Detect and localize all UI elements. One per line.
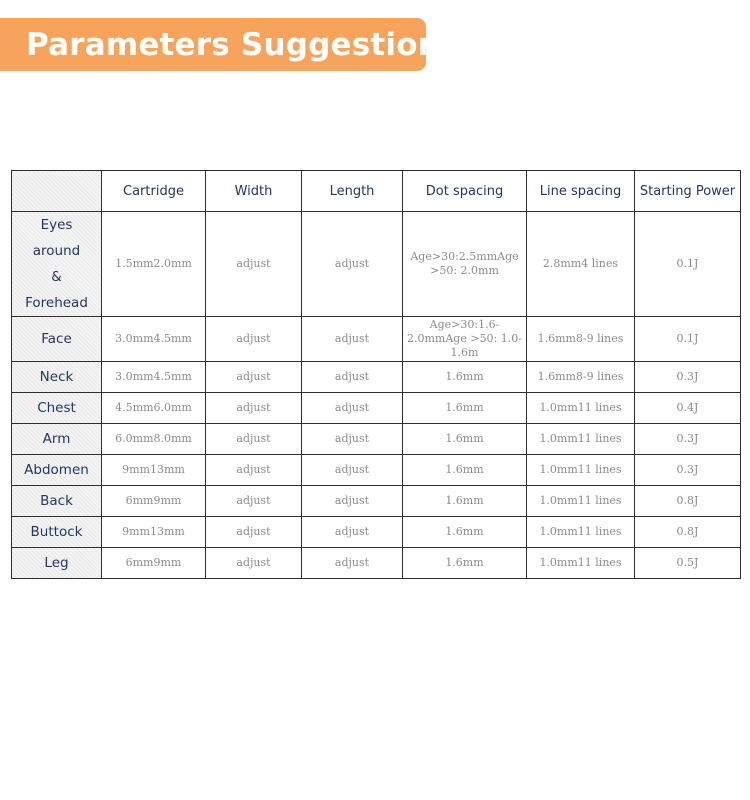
dot-spacing-cell: 1.6mm <box>403 362 527 393</box>
region-cell: Chest <box>12 393 102 424</box>
region-cell: Eyes around & Forehead <box>12 212 102 317</box>
cartridge-cell: 1.5mm2.0mm <box>102 212 206 317</box>
line-spacing-cell: 1.0mm11 lines <box>527 393 635 424</box>
power-cell: 0.1J <box>635 317 741 362</box>
header-corner <box>12 171 102 212</box>
line-spacing-cell: 1.0mm11 lines <box>527 424 635 455</box>
table-row <box>12 455 741 486</box>
length-cell: adjust <box>302 317 403 362</box>
title-banner <box>0 18 440 71</box>
power-cell: 0.3J <box>635 424 741 455</box>
length-cell: adjust <box>302 517 403 548</box>
region-cell: Abdomen <box>12 455 102 486</box>
power-cell: 0.8J <box>635 486 741 517</box>
line-spacing-cell: 2.8mm4 lines <box>527 212 635 317</box>
page-title: Parameters Suggestion <box>26 26 440 63</box>
power-cell: 0.4J <box>635 393 741 424</box>
table-header-row <box>12 171 741 212</box>
dot-spacing-cell: 1.6mm <box>403 517 527 548</box>
line-spacing-cell: 1.6mm8-9 lines <box>527 362 635 393</box>
line-spacing-cell: 1.0mm11 lines <box>527 455 635 486</box>
table-row <box>12 548 741 579</box>
length-cell: adjust <box>302 548 403 579</box>
region-cell: Arm <box>12 424 102 455</box>
length-cell: adjust <box>302 393 403 424</box>
length-cell: adjust <box>302 486 403 517</box>
line-spacing-cell: 1.6mm8-9 lines <box>527 317 635 362</box>
parameters-table <box>11 170 741 579</box>
table-row <box>12 393 741 424</box>
table-row <box>12 424 741 455</box>
width-cell: adjust <box>206 393 302 424</box>
length-cell: adjust <box>302 424 403 455</box>
cartridge-cell: 6mm9mm <box>102 486 206 517</box>
cartridge-cell: 9mm13mm <box>102 455 206 486</box>
table-row <box>12 486 741 517</box>
dot-spacing-cell: 1.6mm <box>403 393 527 424</box>
width-cell: adjust <box>206 362 302 393</box>
dot-spacing-cell: 1.6mm <box>403 455 527 486</box>
power-cell: 0.3J <box>635 455 741 486</box>
width-cell: adjust <box>206 455 302 486</box>
cartridge-cell: 6mm9mm <box>102 548 206 579</box>
region-cell: Back <box>12 486 102 517</box>
cartridge-cell: 4.5mm6.0mm <box>102 393 206 424</box>
line-spacing-cell: 1.0mm11 lines <box>527 517 635 548</box>
length-cell: adjust <box>302 362 403 393</box>
cartridge-cell: 9mm13mm <box>102 517 206 548</box>
region-cell: Buttock <box>12 517 102 548</box>
dot-spacing-cell: Age>30:2.5mmAge >50: 2.0mm <box>403 212 527 317</box>
dot-spacing-cell: 1.6mm <box>403 424 527 455</box>
header-starting-power: Starting Power <box>635 171 741 212</box>
power-cell: 0.8J <box>635 517 741 548</box>
power-cell: 0.3J <box>635 362 741 393</box>
width-cell: adjust <box>206 212 302 317</box>
table-row <box>12 517 741 548</box>
cartridge-cell: 6.0mm8.0mm <box>102 424 206 455</box>
header-width: Width <box>206 171 302 212</box>
dot-spacing-cell: Age>30:1.6-2.0mmAge >50: 1.0-1.6m <box>403 317 527 362</box>
length-cell: adjust <box>302 212 403 317</box>
power-cell: 0.5J <box>635 548 741 579</box>
width-cell: adjust <box>206 548 302 579</box>
dot-spacing-cell: 1.6mm <box>403 548 527 579</box>
header-dot-spacing: Dot spacing <box>403 171 527 212</box>
width-cell: adjust <box>206 517 302 548</box>
table-row <box>12 212 741 317</box>
header-length: Length <box>302 171 403 212</box>
header-cartridge: Cartridge <box>102 171 206 212</box>
power-cell: 0.1J <box>635 212 741 317</box>
width-cell: adjust <box>206 486 302 517</box>
region-cell: Face <box>12 317 102 362</box>
cartridge-cell: 3.0mm4.5mm <box>102 362 206 393</box>
header-line-spacing: Line spacing <box>527 171 635 212</box>
width-cell: adjust <box>206 424 302 455</box>
region-cell: Neck <box>12 362 102 393</box>
table-row <box>12 317 741 362</box>
length-cell: adjust <box>302 455 403 486</box>
cartridge-cell: 3.0mm4.5mm <box>102 317 206 362</box>
line-spacing-cell: 1.0mm11 lines <box>527 548 635 579</box>
line-spacing-cell: 1.0mm11 lines <box>527 486 635 517</box>
table-row <box>12 362 741 393</box>
region-cell: Leg <box>12 548 102 579</box>
width-cell: adjust <box>206 317 302 362</box>
dot-spacing-cell: 1.6mm <box>403 486 527 517</box>
